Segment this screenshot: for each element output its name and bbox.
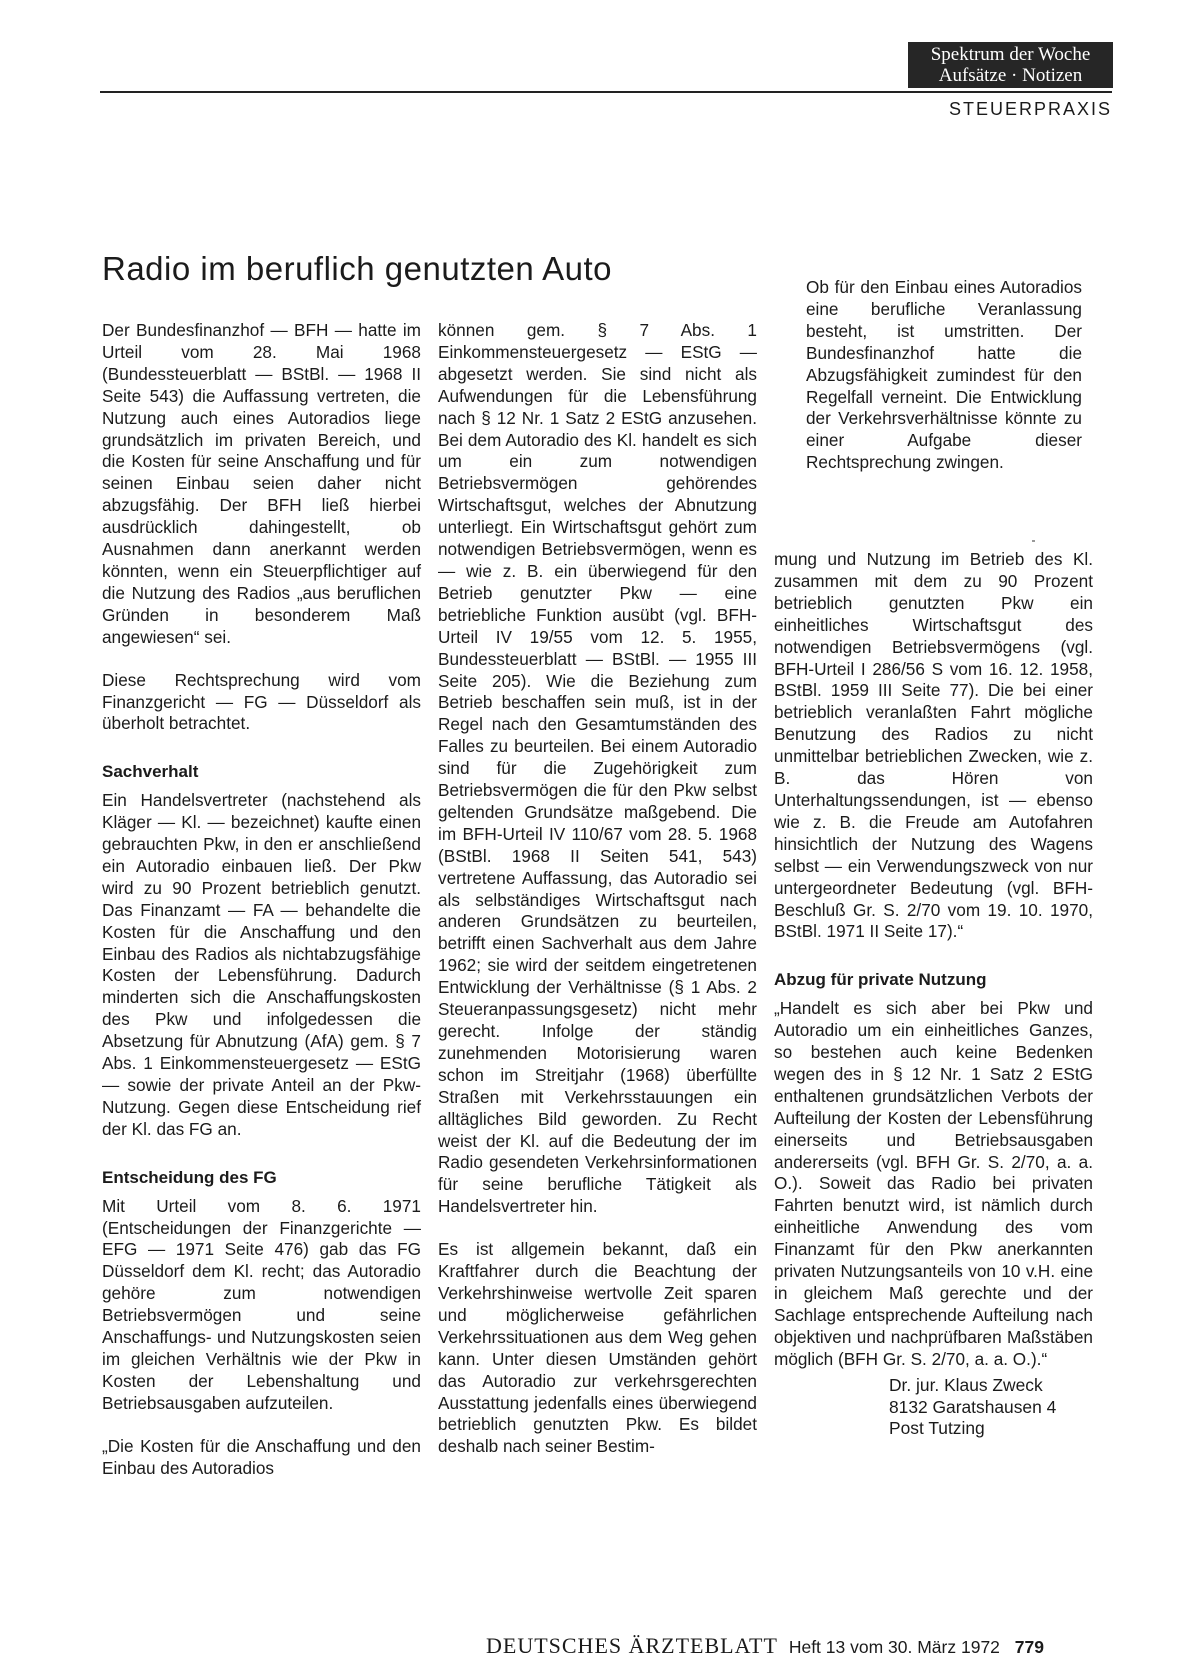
col3-paragraph-1: mung und Nutzung im Betrieb des Kl. zusammen mit dem zu 90 Prozent betrieblich genutzten Pkw ein einheitliches Wirtschaftsgut des notwendigen Betriebsvermögens (vgl. BFH-Urteil I 286/56 S vom 16. 12. 1958, BStBl. 1959 III Seite 77). Die bei einer betrieblich veranlaßten Fahrt mögliche Benutzung des Radios zu nicht unmittelbar betrieblichen Zwecken, wie z. B. das Hören von Unterhaltungssendungen, ist — ebenso wie z. B. die Freude am Autofahren hinsichtlich der Nutzung des Wagens selbst — ein Verwendungszweck von nur untergeordneter Bedeutung (vgl. BFH-Beschluß Gr. S. 2/70 vom 19. 10. 1970, BStBl. 1971 II Seite 17).“ (774, 549, 1093, 942)
heading-private-nutzung: Abzug für private Nutzung (774, 970, 987, 990)
header-rule (100, 91, 1112, 93)
rubric-line-1: Spektrum der Woche (930, 44, 1091, 65)
article-title: Radio im beruflich genutzten Auto (102, 250, 612, 287)
author-city: Post Tutzing (889, 1418, 985, 1439)
column-3-intro (806, 277, 1082, 474)
intro-paragraph: Ob für den Einbau eines Autoradios eine berufliche Veranlassung besteht, ist umstritten. Der Bundesfinanzhof hatte die Abzugsfähigkeit zumindest für den Regelfall verneint. Die Entwicklung der Verkehrsverhältnisse könnte zu einer Aufgabe dieser Rechtsprechung zwingen. (806, 277, 1082, 473)
author-address: 8132 Garatshausen 4 (889, 1396, 1057, 1417)
heading-entscheidung: Entscheidung des FG (102, 1167, 277, 1187)
column-1 (102, 320, 421, 1480)
heading-sachverhalt: Sachverhalt (102, 762, 199, 782)
col1-paragraph-4: Mit Urteil vom 8. 6. 1971 (Entscheidungen der Finanzgerichte — EFG — 1971 Seite 476) gab das FG Düsseldorf dem Kl. recht; das Autoradio gehöre zum notwendigen Betriebsvermögen und seine Anschaffungs- und Nutzungskosten seien im gleichen Verhältnis wie der Pkw in Kosten der Lebenshaltung und Betriebsausgaben aufzuteilen. (102, 1195, 421, 1413)
journal-name: DEUTSCHES ÄRZTEBLATT (486, 1633, 778, 1658)
col1-paragraph-1: Der Bundesfinanzhof — BFH — hatte im Urteil vom 28. Mai 1968 (Bundessteuerblatt — BStBl. — 1968 II Seite 543) die Auffassung vertreten, die Nutzung auch eines Autoradios liege grundsätzlich im privaten Bereich, und die Kosten für seine Anschaffung und für seinen Einbau seien daher nicht abzugsfähig. Der BFH ließ hierbei ausdrücklich dahingestellt, ob Ausnahmen dann anerkannt werden könnten, wenn ein Steuerpflichtiger auf die Nutzung des Radios „aus beruflichen Gründen in besonderem Maß angewiesen“ sei. (102, 320, 421, 647)
section-label: STEUERPRAXIS (948, 99, 1112, 119)
rubric-line-2: Aufsätze · Notizen (938, 65, 1083, 86)
column-3 (774, 549, 1093, 1440)
page-footer (486, 1633, 1044, 1659)
col1-paragraph-3: Ein Handelsvertreter (nachstehend als Kläger — Kl. — bezeichnet) kaufte einen gebrauchten Pkw, in den er anschließend ein Autoradio einbauen ließ. Der Pkw wird zu 90 Prozent betrieblich genutzt. Das Finanzamt — FA — behandelte die Kosten für die Anschaffung und den Einbau des Radios als nichtabzugsfähige Kosten der Lebensführung. Dadurch minderten sich die Anschaffungskosten des Pkw und infolgedessen die Absetzung für Abnutzung (AfA) gem. § 7 Abs. 1 Einkommensteuergesetz — EStG — sowie der private Anteil an der Pkw-Nutzung. Gegen diese Entscheidung rief der Kl. das FG an. (102, 790, 421, 1139)
page-number: 779 (1014, 1637, 1044, 1657)
author-name: Dr. jur. Klaus Zweck (889, 1374, 1043, 1395)
column-2 (438, 320, 757, 1458)
col1-paragraph-2: Diese Rechtsprechung wird vom Finanzgericht — FG — Düsseldorf als überholt betrachtet. (102, 669, 421, 734)
issue-info: Heft 13 vom 30. März 1972 (788, 1637, 1000, 1657)
col2-paragraph-1: können gem. § 7 Abs. 1 Einkommensteuergesetz — EStG — abgesetzt werden. Sie sind nicht als Aufwendungen für die Lebensführung nach § 12 Nr. 1 Satz 2 EStG anzusehen. Bei dem Autoradio des Kl. handelt es sich um ein zum notwendigen Betriebsvermögen gehörendes Wirtschaftsgut, welches der Abnutzung unterliegt. Ein Wirtschaftsgut gehört zum notwendigen Betriebsvermögen, wenn es — wie z. B. ein überwiegend für den Betrieb genutzter Pkw — eine betriebliche Funktion ausübt (vgl. BFH-Urteil IV 19/55 vom 12. 5. 1955, Bundessteuerblatt — BStBl. — 1955 III Seite 205). Wie die Beziehung zum Betrieb beschaffen sein muß, ist in der Regel nach den Gesamtumständen des Falles zu beurteilen. Bei einem Autoradio sind für die Zugehörigkeit zum Betriebsvermögen die für den Pkw selbst geltenden Grundsätze maßgebend. Die im BFH-Urteil IV 110/67 vom 28. 5. 1968 (BStBl. 1968 II Seiten 541, 543) vertretene Auffassung, das Autoradio sei als selbständiges Wirtschaftsgut nach anderen Grundsätzen zu beurteilen, betrifft einen Sachverhalt aus dem Jahre 1962; sie wird der seitdem eingetretenen Entwicklung der Verhältnisse (§ 1 Abs. 2 Steueranpassungsgesetz) nicht mehr gerecht. Infolge der ständig zunehmenden Motorisierung waren schon im Streitjahr (1968) überfüllte Straßen mit Verkehrsstauungen ein alltägliches Bild geworden. Zu Recht weist der Kl. auf die Bedeutung der im Radio gesendeten Verkehrsinformationen für seine berufliche Tätigkeit als Handelsvertreter hin. (438, 320, 757, 1217)
col2-paragraph-2: Es ist allgemein bekannt, daß ein Kraftfahrer durch die Beachtung der Verkehrshinweise wertvolle Zeit sparen und möglicherweise gefährlichen Verkehrssituationen aus dem Weg gehen kann. Unter diesen Umständen gehört das Autoradio zur verkehrsgerechten Ausstattung jedenfalls eines überwiegend betrieblich genutzten Pkw. Es bildet deshalb nach seiner Bestim- (438, 1239, 757, 1457)
speck (1032, 540, 1035, 542)
author-signature (774, 1375, 1093, 1441)
col3-paragraph-2: „Handelt es sich aber bei Pkw und Autoradio um ein einheitliches Ganzes, so bestehen auch keine Bedenken wegen des in § 12 Nr. 1 Satz 2 EStG enthaltenen grundsätzlichen Verbots der Aufteilung der Kosten der Lebensführung einerseits und Betriebsausgaben andererseits (vgl. BFH Gr. S. 2/70, a. a. O.). Soweit das Radio bei privaten Fahrten benutzt wird, ist nämlich durch einheitliche Anwendung des vom Finanzamt für den Pkw anerkannten privaten Nutzungsanteils von 10 v.H. eine in gleichem Maß gerechte und der Sachlage entsprechende Aufteilung nach objektiven und nachprüfbaren Maßstäben möglich (BFH Gr. S. 2/70, a. a. O.).“ (774, 998, 1093, 1369)
rubric-badge (908, 42, 1113, 88)
col1-paragraph-5: „Die Kosten für die Anschaffung und den Einbau des Autoradios (102, 1435, 421, 1478)
